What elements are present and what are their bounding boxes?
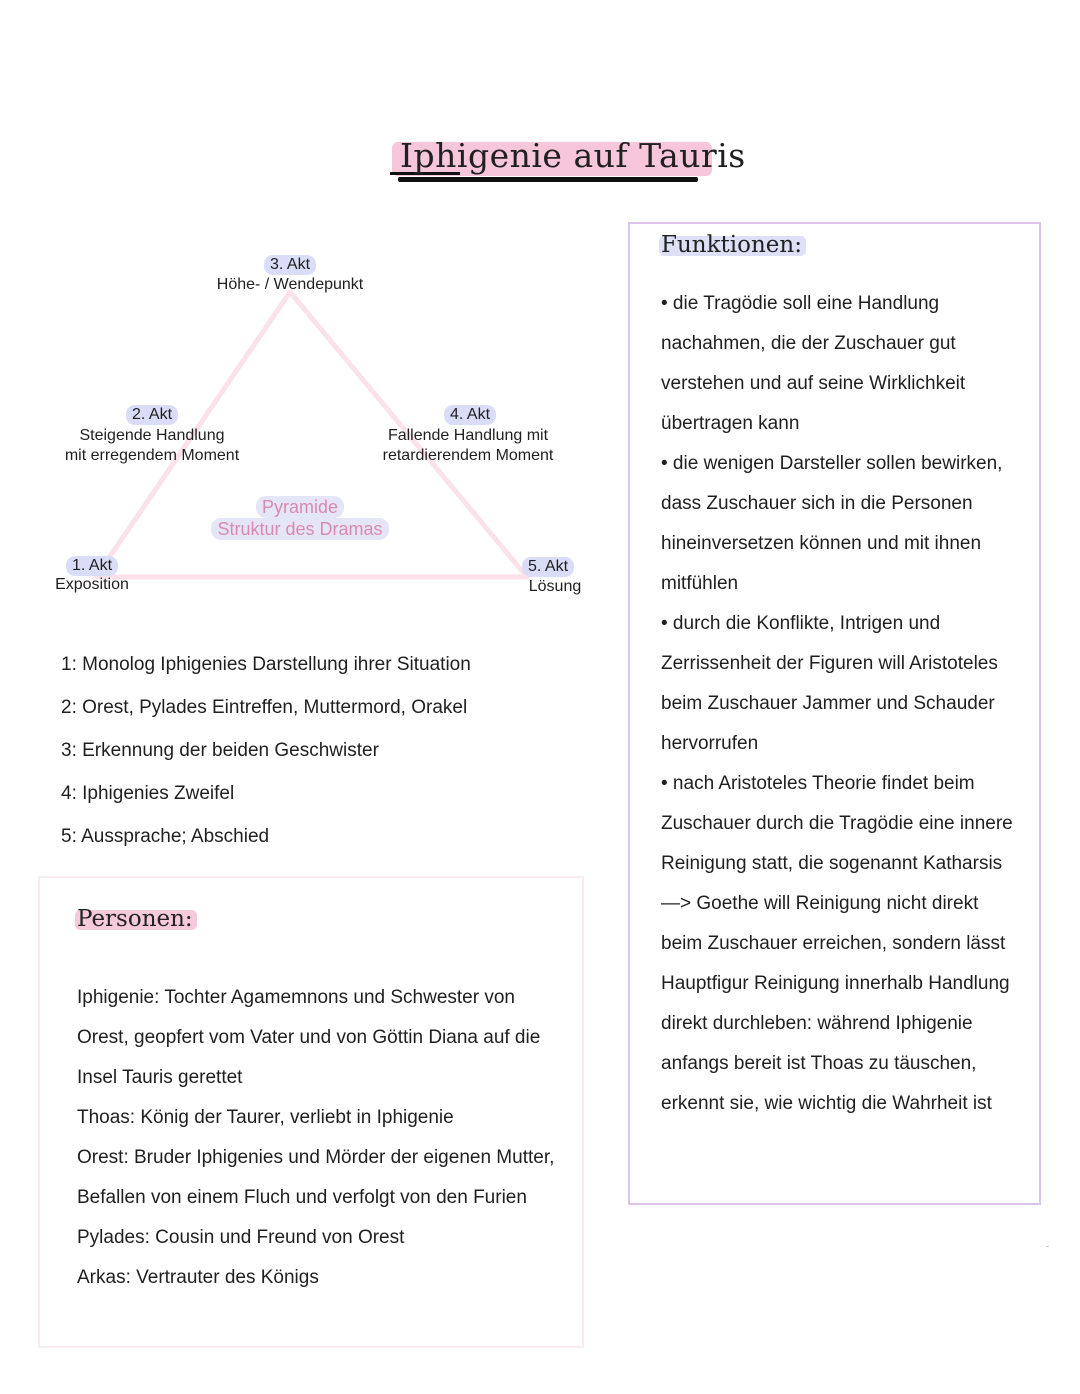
pyramid-center-text — [205, 496, 395, 540]
act-item-1: 1: Monolog Iphigenies Darstellung ihrer Situation — [61, 654, 471, 675]
akt4-label-wrap — [420, 405, 520, 425]
stray-mark — [1046, 1246, 1049, 1247]
akt2-label: 2. Akt — [126, 405, 178, 425]
act-item-2: 2: Orest, Pylades Eintreffen, Muttermord, Orakel — [61, 697, 468, 718]
personen-heading-wrap — [77, 906, 193, 932]
funktionen-heading-wrap — [661, 232, 802, 258]
personen-entry: Arkas: Vertrauter des Königs — [77, 1267, 319, 1288]
funktionen-paragraph: • die Tragödie soll eine Handlung nachahmen, die der Zuschauer gut verstehen und auf seine Wirklichkeit übertragen kann — [661, 293, 966, 434]
akt3-label: 3. Akt — [264, 255, 316, 275]
page-title: Iphigenie auf Tauris — [400, 136, 746, 175]
akt5-label-wrap — [518, 557, 578, 577]
personen-entry: Pylades: Cousin und Freund von Orest — [77, 1227, 405, 1248]
funktionen-paragraph: • durch die Konflikte, Intrigen und Zerrissenheit der Figuren will Aristoteles beim Zuschauer Jammer und Schauder hervorrufen — [661, 613, 998, 754]
act-item-4: 4: Iphigenies Zweifel — [61, 783, 235, 804]
akt2-desc-line1: Steigende Handlung — [79, 427, 225, 444]
akt4-label: 4. Akt — [444, 405, 496, 425]
akt3-label-wrap — [240, 255, 340, 275]
act-list — [61, 652, 471, 867]
funktionen-heading: Funktionen: — [661, 232, 802, 258]
akt2-desc-line2: mit erregendem Moment — [64, 447, 240, 464]
akt1-label: 1. Akt — [66, 556, 118, 576]
funktionen-text — [661, 284, 1021, 1124]
pyramid-center-line1: Pyramide — [256, 496, 344, 518]
personen-entry: Orest: Bruder Iphigenies und Mörder der eigenen Mutter, Befallen von einem Fluch und verfolgt von den Furien — [77, 1147, 555, 1208]
akt2-label-wrap — [102, 405, 202, 425]
personen-entry: Iphigenie: Tochter Agamemnons und Schwester von Orest, geopfert vom Vater und von Göttin Diana auf die Insel Tauris gerettet — [77, 987, 541, 1088]
personen-box — [38, 876, 584, 1348]
akt1-desc: Exposition — [55, 576, 129, 593]
pyramid-center-line2: Struktur des Dramas — [211, 518, 388, 540]
akt4-desc-line1: Fallende Handlung mit — [387, 427, 549, 444]
akt4-desc-line2: retardierendem Moment — [382, 447, 554, 464]
akt5-desc: Lösung — [528, 578, 582, 595]
personen-heading: Personen: — [77, 906, 193, 932]
personen-text — [77, 978, 567, 1298]
act-item-3: 3: Erkennung der beiden Geschwister — [61, 740, 379, 761]
funktionen-paragraph: • die wenigen Darsteller sollen bewirken, dass Zuschauer sich in die Personen hineinversetzen können und mit ihnen mitfühlen — [661, 453, 1003, 594]
act-item-5: 5: Aussprache; Abschied — [61, 826, 270, 847]
personen-entry: Thoas: König der Taurer, verliebt in Iphigenie — [77, 1107, 454, 1128]
funktionen-paragraph: —> Goethe will Reinigung nicht direkt beim Zuschauer erreichen, sondern lässt Hauptfigur Reinigung innerhalb Handlung direkt durchleben: während Iphigenie anfangs bereit ist Thoas zu täuschen, erkennt sie, wie wichtig die Wahrheit ist — [661, 893, 1010, 1114]
akt3-desc: Höhe- / Wendepunkt — [216, 276, 364, 293]
funktionen-box — [628, 222, 1041, 1205]
akt5-label: 5. Akt — [522, 557, 574, 577]
funktionen-paragraph: • nach Aristoteles Theorie findet beim Zuschauer durch die Tragödie eine innere Reinigung statt, die sogenannt Katharsis — [661, 773, 1013, 874]
akt1-label-wrap — [62, 556, 122, 576]
